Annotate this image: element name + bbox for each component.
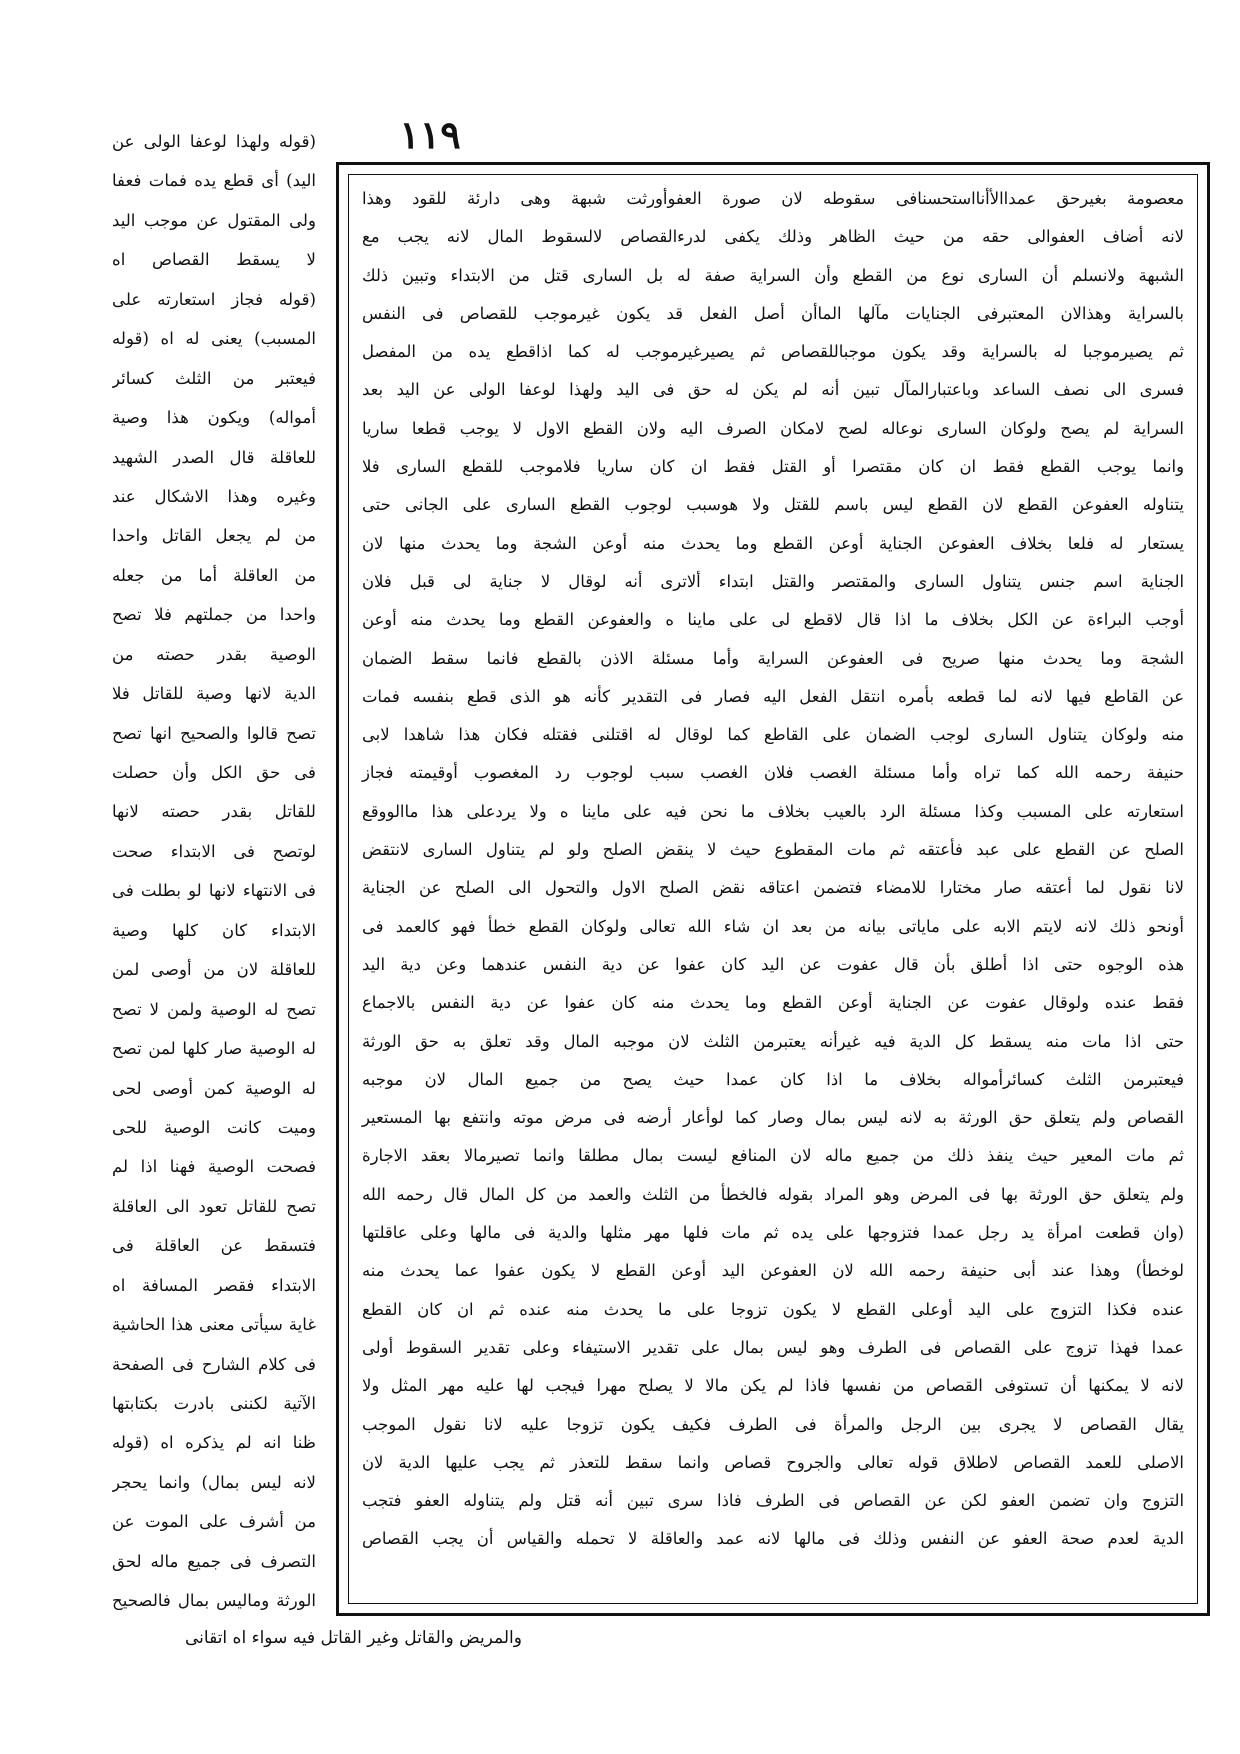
margin-text-line: غاية سيأتى معنى هذا الحاشية [112, 1315, 316, 1335]
main-text-line: الدية لعدم صحة العفو عن النفس وذلك فى مالها لانه عمد والعاقلة لا تحمله والقياس أن يجب القصاص [362, 1529, 1184, 1549]
main-text-line: فقط عنده ولوقال عفوت عن الجناية أوعن القطع وما يحدث منه كان عفوا عن دية النفس بالاجماع [362, 993, 1184, 1013]
margin-text-line: وميت كانت الوصية للحى [112, 1117, 316, 1137]
margin-text-line: فى حق الكل وأن حصلت [112, 763, 316, 782]
margin-text-line: فى الانتهاء لانها لو بطلت فى [112, 881, 316, 901]
margin-text-line: لوتصح فى الابتداء صحت [112, 841, 316, 861]
main-text-line: لانه أضاف العفوالى حقه من حيث الظاهر وذلك يكفى لدرءالقصاص لالسقوط المال لانه يجب مع [362, 227, 1184, 247]
main-text-line: لانا نقول لما أعتقه صار مختارا للامضاء فتضمن اعتاقه نقض الصلح الاول والتحول الى الصلح عن الجناية [362, 878, 1184, 898]
margin-text-line: الوصية بقدر حصته من [112, 644, 316, 664]
main-text-line: السراية لم يصح ولوكان السارى نوعاله لصح لامكان الصرف اليه ولان القطع الاول لا يوجب قطعا ساريا [362, 418, 1184, 438]
margin-text-line: تصح للقاتل تعود الى العاقلة [112, 1196, 316, 1216]
main-text-line: ولم يتعلق حق الورثة بها فى المرض وهو المراد بقوله فالخطأ من الثلث والعمد من كل المال قال رحمه الله [362, 1184, 1184, 1204]
margin-text-line: للقاتل بقدر حصته لانها [112, 802, 316, 822]
margin-text-line: الابتداء فقصر المسافة اه [112, 1275, 316, 1295]
main-text-line: أونحو ذلك لانه لايتم الابه على ماياتى بيانه من بعد ان شاء الله تعالى ولوكان القطع خطأ فهو كالعمد فى [362, 916, 1184, 936]
main-text-block [356, 180, 1190, 1600]
page-number: ١١٩ [399, 112, 461, 157]
main-text-line: الجناية اسم جنس يتناول السارى والمقتصر والقتل ابتداء ألاترى أنه لوقال لا جناية لى قبل فلان [362, 571, 1184, 591]
main-text-line: بالسراية وهذالان المعتبرفى الجنايات مآلها الماأن أصل الفعل قد يكون غيرموجب للقصاص فى النفس [362, 303, 1184, 323]
main-text-line: أوجب البراءة عن الكل بخلاف ما اذا قال لاقطع لى على ماينا ه والعفوعن القطع وما يحدث منه أوعن [362, 610, 1184, 630]
margin-text-line: (قوله فجاز استعارته على [112, 289, 316, 309]
main-text-line: ثم مات المعير حيث ينفذ ذلك من جميع ماله لان المنافع ليست بمال مطلقا وانما تصيرمالا بعقد الاجارة [362, 1146, 1184, 1166]
main-text-line: فيعتبرمن الثلث كسائرأمواله بخلاف ما اذا كان عمدا حيث يصح من جميع المال لان موجبه [362, 1069, 1184, 1089]
margin-text-line: للعاقلة لان من أوصى لمن [112, 960, 316, 980]
margin-text-line: تصح قالوا والصحيح انها تصح [112, 723, 316, 743]
main-text-line: استعارته على المسبب وكذا مسئلة الرد بالعيب بخلاف ما نحن فيه على ماينا ه ولا يردعلى هذا ماالووقع [362, 801, 1184, 821]
margin-text-line: (قوله ولهذا لوعفا الولى عن [112, 132, 316, 151]
main-text-line: يستعار له فلعا بخلاف العفوعن الجناية أوعن القطع وما يحدث منه أوعن الشجة وما يحدث منها لان [362, 533, 1184, 553]
margin-text-line: تصح له الوصية ولمن لا تصح [112, 999, 316, 1019]
margin-text-line: المسبب) يعنى له اه (قوله [112, 329, 316, 349]
main-text-line: وانما يوجب القطع فقط ان كان مقتصرا أو القتل فقط ان كان ساريا فلاموجب للقطع السارى فلا [362, 457, 1184, 477]
margin-text-line: فصحت الوصية فهنا اذا لم [112, 1157, 316, 1177]
margin-text-line: فيعتبر من الثلث كسائر [112, 368, 316, 388]
main-text-line: لوخطأ) وهذا عند أبى حنيفة رحمه الله لان العفوعن اليد أوعن القطع لا يكون عفوا عما يحدث منه [362, 1261, 1184, 1281]
main-text-line: حتى اذا مات منه يسقط كل الدية فيه غيرأنه يعتبرمن الثلث لان موجبه المال وقد تعلق به حق الورثة [362, 1031, 1184, 1051]
main-text-line: منه ولوكان يتناول السارى لوجب الضمان على القاطع كما لوقال له اقتلنى فقتله فكان هذا شاهدا لابى [362, 725, 1184, 745]
main-text-line: (وان قطعت امرأة يد رجل عمدا فتزوجها على يده ثم مات فلها مهر مثلها والدية فى مالها وعلى عاقلتها [362, 1223, 1184, 1243]
main-text-line: القصاص ولم يتعلق حق الورثة به لانه ليس بمال وصار كما لوأعار أرضه فى مرض موته وانتفع بها المستعير [362, 1108, 1184, 1128]
margin-text-line: وغيره وهذا الاشكال عند [112, 486, 316, 506]
margin-text-line: أمواله) ويكون هذا وصية [112, 408, 316, 428]
main-text-line: يقال القصاص لا يجرى بين الرجل والمرأة فى الطرف فكيف يكون تزوجا عليه لانا نقول الموجب [362, 1414, 1184, 1434]
margin-text-line: لانه ليس بمال) وانما يحجر [112, 1472, 316, 1492]
main-text-line: الاصلى للعمد القصاص لاطلاق قوله تعالى والجروح قصاص وانما سقط للتعذر ثم يجب عليها الدية لان [362, 1452, 1184, 1472]
main-text-line: يتناوله العفوعن القطع لان القطع ليس باسم للقتل ولا هوسبب لوجوب القطع السارى على الجانى حتى [362, 495, 1184, 515]
main-text-line: عن القاطع فيها لانه لما قطعه بأمره انتقل الفعل اليه فصار فى التقدير كأنه هو الذى قطع بنفسه فمات [362, 686, 1184, 706]
margin-text-line: الدية لانها وصية للقاتل فلا [112, 684, 316, 704]
margin-text-line: له الوصية كمن أوصى لحى [112, 1078, 316, 1098]
margin-text-line: التصرف فى جميع ماله لحق [112, 1551, 316, 1571]
margin-commentary [112, 122, 316, 1621]
main-text-line: ثم يصيرموجبا له بالسراية وقد يكون موجباللقصاص ثم يصيرغيرموجب له كما اذاقطع يده من المفصل [362, 342, 1184, 362]
margin-text-line: الابتداء كان كلها وصية [112, 920, 316, 940]
main-text-line: لانه لا يمكنها أن تستوفى القصاص من نفسها فاذا لم يكن مالا لا يصلح مهرا فيجب لها عليه مهر المثل ولا [362, 1376, 1184, 1396]
main-text-line: الشجة وما يحدث منها صريح فى العفوعن السراية وأما مسئلة الاذن بالقطع فانما سقط الضمان [362, 648, 1184, 668]
margin-text-line: ظنا انه لم يذكره اه (قوله [112, 1433, 316, 1453]
margin-text-line: اليد) أى قطع يده فمات فعفا [112, 171, 316, 191]
margin-text-line: له الوصية صار كلها لمن تصح [112, 1039, 316, 1059]
margin-text-line: ولى المقتول عن موجب اليد [112, 210, 316, 230]
margin-text-line: من لم يجعل القاتل واحدا [112, 526, 316, 546]
main-text-line: التزوج وان تضمن العفو لكن عن القصاص فى الطرف فاذا سرى تبين أنه قتل ولم يتناوله العفو فتجب [362, 1491, 1184, 1511]
main-text-line: الصلح عن القطع على عبد فأعتقه ثم مات المقطوع حيث لا ينقض الصلح ولو لم يتناول السارى لانتقض [362, 840, 1184, 860]
main-text-line: عنده فكذا التزوج على اليد أوعلى القطع لا يكون تزوجا على ما يحدث منه عنده ثم ان كان القطع [362, 1299, 1184, 1319]
margin-text-line: واحدا من جملتهم فلا تصح [112, 605, 316, 625]
margin-text-line: للعاقلة قال الصدر الشهيد [112, 447, 316, 467]
main-text-line: فسرى الى نصف الساعد وباعتبارالمآل تبين أنه لم يكن له حق فى اليد ولهذا لوعفا الولى عن اليد بعد [362, 380, 1184, 400]
main-text-line: معصومة بغيرحق عمداالأأنااستحسنافى سقوطه لان صورة العفوأورثت شبهة وهى دارئة للقود وهذا [362, 189, 1184, 208]
main-text-line: الشبهة ولانسلم أن السارى نوع من القطع وأن السراية صفة له بل السارى قتل من الابتداء وتبين ذلك [362, 265, 1184, 285]
margin-text-line: من أشرف على الموت عن [112, 1512, 316, 1532]
main-text-line: هذه الوجوه حتى اذا أطلق بأن قال عفوت عن اليد كان عفوا عن دية النفس عندهما وعن دية اليد [362, 954, 1184, 974]
main-text-line: حنيفة رحمه الله كما تراه وأما مسئلة الغصب فلان الغصب سبب لوجوب رد المغصوب أوقيمته فجاز [362, 763, 1184, 783]
margin-text-line: لا يسقط القصاص اه [112, 250, 316, 270]
main-text-line: عمدا فهذا تزوج على القصاص فى الطرف وهو ليس بمال على تقدير الاستيفاء وعلى تقدير السقوط أولى [362, 1337, 1184, 1357]
margin-text-line: فى كلام الشارح فى الصفحة [112, 1354, 316, 1374]
footer-note: والمريض والقاتل وغير القاتل فيه سواء اه اتقانى [185, 1628, 522, 1648]
margin-text-line: الآتية لكننى بادرت بكتابتها [112, 1394, 316, 1413]
margin-text-line: فتسقط عن العاقلة فى [112, 1236, 316, 1256]
margin-text-line: الورثة وماليس بمال فالصحيح [112, 1591, 316, 1611]
margin-text-line: من العاقلة أما من جعله [112, 565, 316, 585]
